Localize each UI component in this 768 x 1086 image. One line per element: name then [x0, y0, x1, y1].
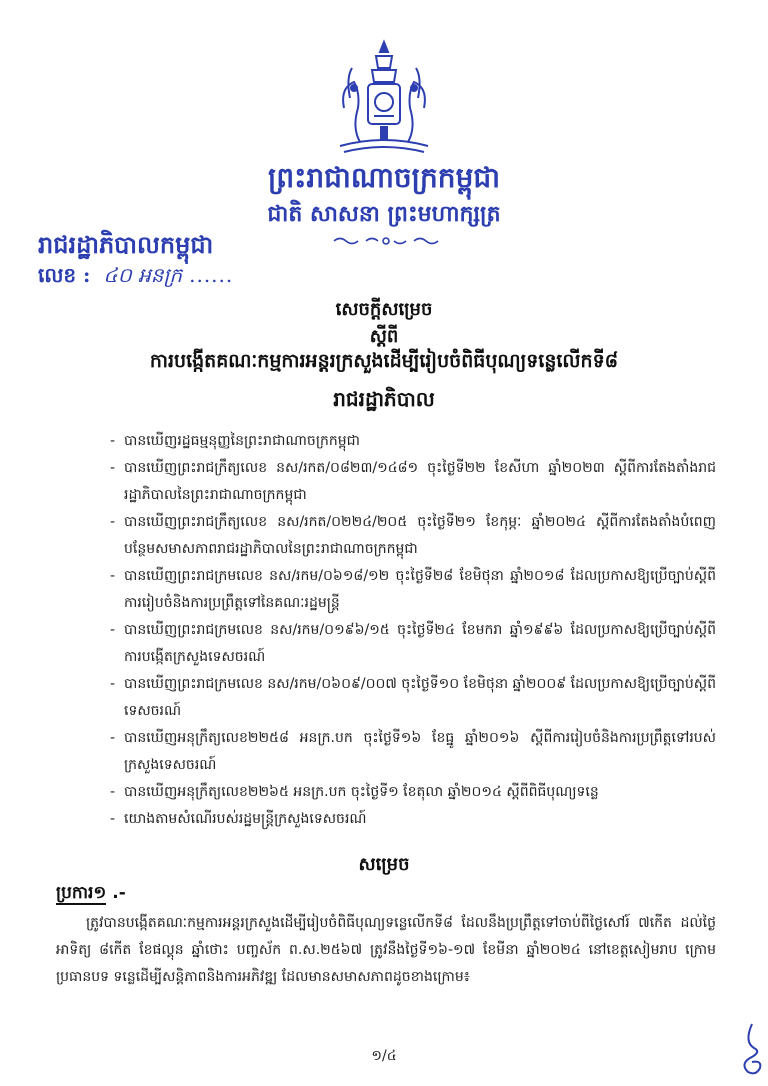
title-government: រាជរដ្ឋាភិបាល	[333, 387, 435, 411]
document-number-label: លេខ :	[38, 263, 91, 287]
clause-item: - បានឃើញអនុក្រឹត្យលេខ២២៦៥ អនក្រ.បក ចុះថ្ងៃទី១ ខែតុលា ឆ្នាំ២០១៤ ស្តីពីពិធីបុណ្យទន្លេ	[110, 779, 716, 806]
document-number-dots: ......	[189, 263, 234, 287]
document-number-value: ៤០ អនក្រ	[103, 263, 183, 287]
clause-item: - បានឃើញរដ្ឋធម្មនុញ្ញនៃព្រះរាជាណាចក្រកម្ពុជា	[110, 428, 716, 455]
article-heading	[56, 882, 126, 907]
article-suffix: .-	[106, 883, 126, 903]
clause-item: - បានឃើញព្រះរាជក្រឹត្យលេខ នស/រកត/០៨២៣/១៤៨១ ចុះថ្ងៃទី២២ ខែសីហា ឆ្នាំ២០២៣ ស្តីពីការតែងតាំងរាជរដ្ឋាភិបាលនៃព្រះរាជាណាចក្រកម្ពុជា	[110, 455, 716, 509]
decorative-divider-ornament	[330, 234, 442, 248]
clause-item: - បានឃើញព្រះរាជក្រមលេខ នស/រកម/០៦១៨/១២ ចុះថ្ងៃទី២៨ ខែមិថុនា ឆ្នាំ២០១៨ ដែលប្រកាសឱ្យប្រើច្បាប់ស្តីពីការរៀបចំនិងការប្រព្រឹត្តទៅនៃគណៈរដ្ឋមន្ត្រី	[110, 563, 716, 617]
issuing-authority: រាជរដ្ឋាភិបាលកម្ពុជា	[38, 230, 214, 259]
page-number: ១/៤	[371, 1048, 397, 1064]
title-decision: សេចក្តីសម្រេច	[335, 299, 433, 320]
title-subject: ការបង្កើតគណៈកម្មការអន្តរក្រសួងដើម្បីរៀបចំពិធីបុណ្យទន្លេលើកទី៨	[149, 350, 619, 372]
preamble-clauses	[110, 428, 716, 833]
decision-heading: សម្រេច	[358, 854, 410, 875]
clause-item: - បានឃើញអនុក្រឹត្យលេខ២២៥៨ អនក្រ.បក ចុះថ្ងៃទី១៦ ខែធ្នូ ឆ្នាំ២០១៦ ស្តីពីការរៀបចំនិងការប្រព្រឹត្តទៅរបស់ក្រសួងទេសចរណ៍	[110, 725, 716, 779]
article-label: ប្រការ១	[56, 883, 107, 903]
clause-item: - បានឃើញព្រះរាជក្រមលេខ នស/រកម/០៦០៩/០០៧ ចុះថ្ងៃទី១០ ខែមិថុនា ឆ្នាំ២០០៩ ដែលប្រកាសឱ្យប្រើច្បាប់ស្តីពីទេសចរណ៍	[110, 671, 716, 725]
title-regarding: ស្តីពី	[369, 326, 399, 347]
document-number	[38, 262, 233, 292]
article-body: ត្រូវបានបង្កើតគណៈកម្មការអន្តរក្រសួងដើម្បីរៀបចំពិធីបុណ្យទន្លេលើកទី៨ ដែលនឹងប្រព្រឹត្តទៅចាប់ពីថ្ងៃសៅរ៍ ៧កើត ដល់ថ្ងៃអាទិត្យ ៨កើត ខែផល្គុន ឆ្នាំថោះ បញ្ចស័ក ព.ស.២៥៦៧ ត្រូវនឹងថ្ងៃទី១៦-១៧ ខែមីនា ឆ្នាំ២០២៤ នៅខេត្តសៀមរាប ក្រោមប្រធានបទ ទន្លេដើម្បីសន្តិភាពនិងការអភិវឌ្ឍ ដែលមានសមាសភាពដូចខាងក្រោម៖	[56, 915, 716, 985]
clause-item: - យោងតាមសំណើរបស់រដ្ឋមន្ត្រីក្រសួងទេសចរណ៍	[110, 806, 716, 833]
kingdom-name: ព្រះរាជាណាចក្រកម្ពុជា	[267, 161, 500, 194]
national-motto: ជាតិ សាសនា ព្រះមហាក្សត្រ	[267, 201, 501, 227]
clause-item: - បានឃើញព្រះរាជក្រឹត្យលេខ នស/រកត/០២២៤/២០៥ ចុះថ្ងៃទី២១ ខែកុម្ភៈ ឆ្នាំ២០២៤ ស្តីពីការតែងតាំងបំពេញបន្ថែមសមាសភាពរាជរដ្ឋាភិបាលនៃព្រះរាជាណាចក្រកម្ពុជា	[110, 509, 716, 563]
handwritten-initials-signature	[738, 1022, 764, 1078]
royal-coat-of-arms-emblem	[330, 38, 438, 158]
clause-item: - បានឃើញព្រះរាជក្រមលេខ នស/រកម/០១៩៦/១៥ ចុះថ្ងៃទី២៤ ខែមករា ឆ្នាំ១៩៩៦ ដែលប្រកាសឱ្យប្រើច្បាប់ស្តីពីការបង្កើតក្រសួងទេសចរណ៍	[110, 617, 716, 671]
